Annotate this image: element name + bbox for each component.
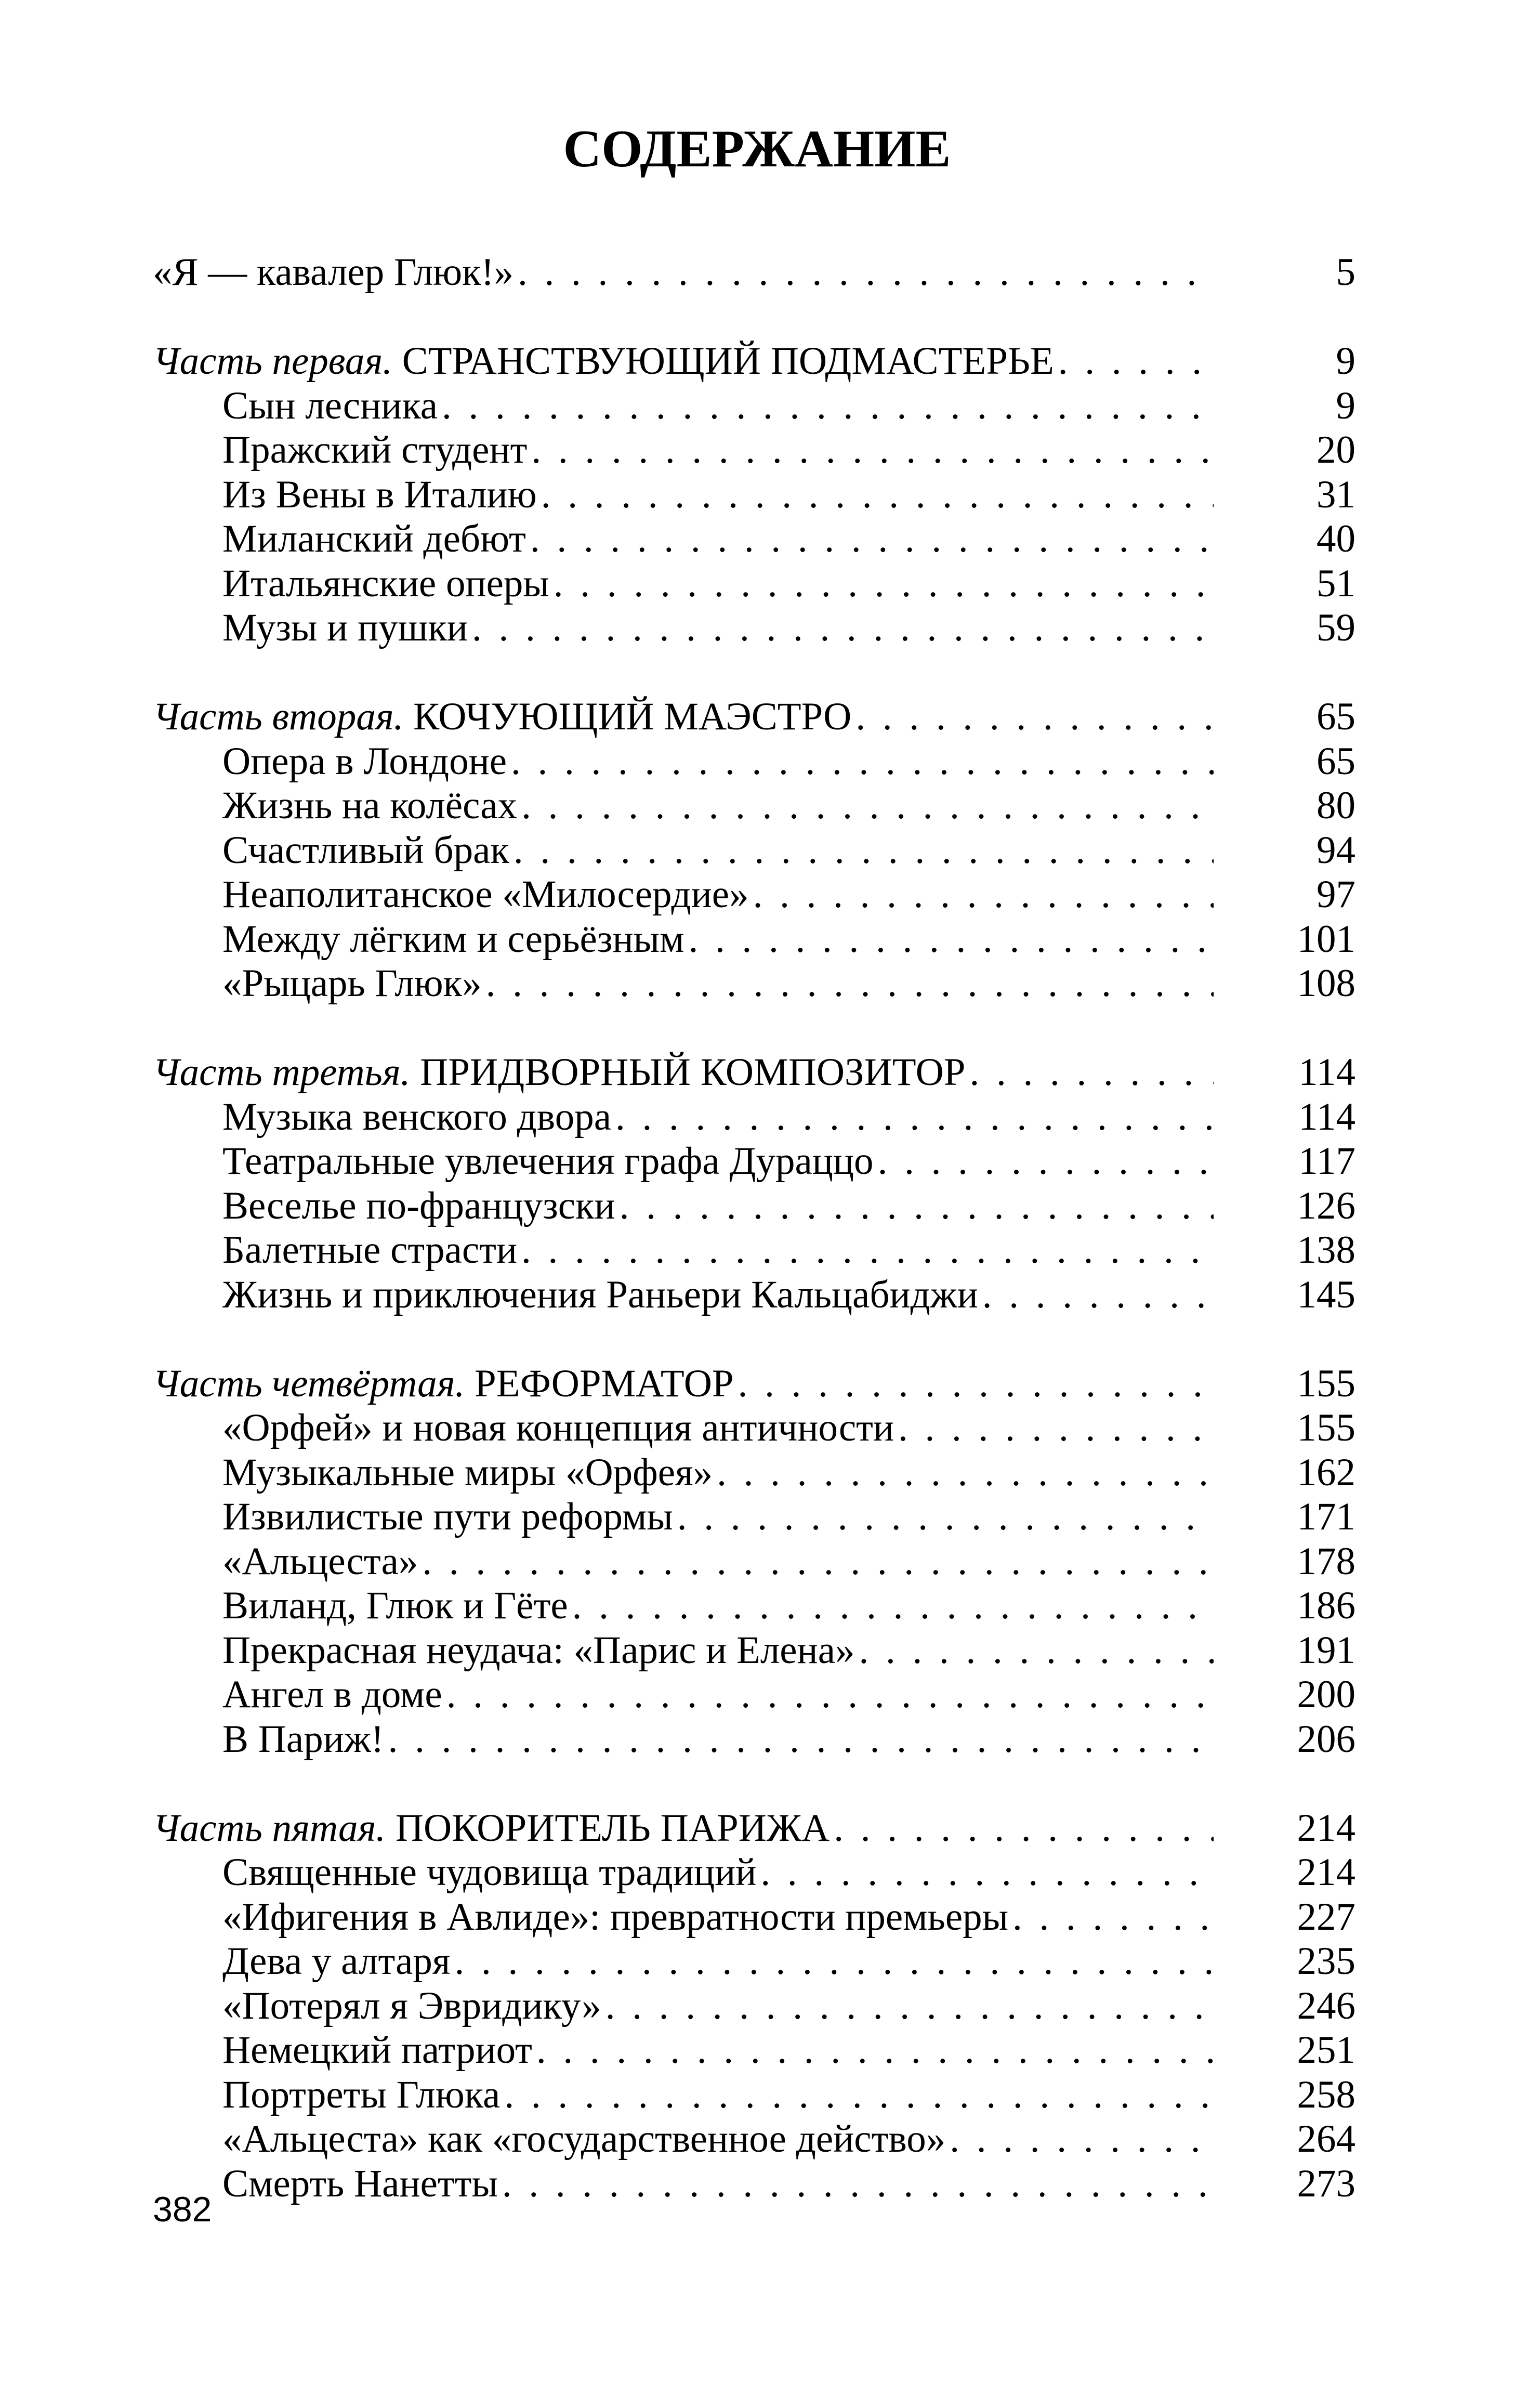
toc-part-entry <box>153 695 1355 739</box>
toc-entry-text: РЕФОРМАТОР <box>465 1362 734 1405</box>
toc-chapter-entry <box>222 606 1355 650</box>
toc-chapter-entry <box>222 1450 1355 1495</box>
toc-page-number: 114 <box>1298 1095 1355 1138</box>
toc-entry-title <box>222 2073 500 2117</box>
dot-leader <box>760 1850 1214 1895</box>
toc-entry-text: Балетные страсти <box>222 1228 518 1272</box>
toc-page-number: 251 <box>1297 2029 1355 2072</box>
dot-leader <box>620 1184 1214 1228</box>
toc-page-number: 264 <box>1297 2117 1355 2161</box>
toc-chapter-entry <box>222 1672 1355 1717</box>
toc-chapter-entry <box>222 1939 1355 1984</box>
toc-entry-title <box>153 339 1054 384</box>
toc-page-number: 235 <box>1297 1940 1355 1983</box>
toc-entry-title <box>222 872 749 917</box>
toc-entry-text: Опера в Лондоне <box>222 739 507 783</box>
toc-chapter-entry <box>222 1095 1355 1140</box>
dot-leader <box>677 1495 1214 1539</box>
toc-entry-text: Извилистые пути реформы <box>222 1495 673 1538</box>
toc-page-number: 65 <box>1316 695 1355 738</box>
toc-entry-title <box>222 606 468 650</box>
toc-part-label: Часть четвёртая. <box>153 1362 465 1405</box>
toc-chapter-entry <box>222 1628 1355 1673</box>
toc-entry-title <box>222 1984 601 2029</box>
toc-entry-text: «Я — кавалер Глюк!» <box>153 251 514 294</box>
toc-entry-title <box>222 1895 1008 1940</box>
toc-entry-text: «Альцеста» <box>222 1539 418 1583</box>
toc-page-number: 94 <box>1316 828 1355 872</box>
toc-entry-title <box>153 1362 734 1406</box>
dot-leader <box>536 2028 1214 2073</box>
toc-entry-title <box>222 2117 945 2162</box>
toc-entry-text: «Потерял я Эвридику» <box>222 1984 601 2027</box>
toc-entry-title <box>222 739 507 784</box>
dot-leader <box>422 1539 1214 1584</box>
toc-entry-text: Немецкий патриот <box>222 2029 532 2072</box>
toc-page-number: 273 <box>1297 2162 1355 2205</box>
toc-page-number: 97 <box>1316 873 1355 916</box>
toc-entry-title <box>222 2162 498 2206</box>
toc-chapter-entry <box>222 2162 1355 2206</box>
toc-entry-text: Священные чудовища традиций <box>222 1851 757 1894</box>
toc-chapter-entry <box>222 739 1355 784</box>
toc-entry-title <box>222 1539 418 1584</box>
dot-leader <box>541 473 1214 517</box>
dot-leader <box>531 428 1214 473</box>
toc-chapter-entry <box>222 1406 1355 1450</box>
toc-entry-text: Жизнь на колёсах <box>222 784 518 827</box>
dot-leader <box>446 1672 1214 1717</box>
toc-page-number: 178 <box>1297 1539 1355 1583</box>
toc-page-number: 108 <box>1297 962 1355 1005</box>
toc-entry-title <box>222 1273 978 1317</box>
toc-entry-text: «Альцеста» как «государственное действо» <box>222 2117 946 2161</box>
toc-part-label: Часть пятая. <box>153 1806 386 1850</box>
dot-leader <box>878 1139 1214 1184</box>
toc-page-number: 101 <box>1297 917 1355 961</box>
toc-entry-text: Счастливый брак <box>222 828 509 872</box>
toc-entry-title <box>222 517 526 561</box>
toc-entry-text: Смерть Нанетты <box>222 2162 498 2205</box>
toc-chapter-entry <box>222 783 1355 828</box>
toc-entry-text: «Орфей» и новая концепция античности <box>222 1406 894 1449</box>
toc-part-entry <box>153 250 1355 295</box>
dot-leader <box>472 606 1214 650</box>
toc-entry-title <box>222 961 482 1006</box>
toc-page-number: 117 <box>1298 1140 1355 1183</box>
toc-entry-title <box>222 428 527 473</box>
toc-chapter-entry <box>222 428 1355 473</box>
toc-chapter-entry <box>222 872 1355 917</box>
toc-chapter-entry <box>222 1273 1355 1317</box>
toc-chapter-entry <box>222 1184 1355 1228</box>
toc-page-number: 214 <box>1297 1851 1355 1894</box>
dot-leader <box>442 384 1214 428</box>
toc-chapter-entry <box>222 1583 1355 1628</box>
toc-entry-title <box>153 250 514 295</box>
dot-leader <box>504 2073 1214 2117</box>
toc-chapter-entry <box>222 828 1355 873</box>
toc-entry-title <box>222 561 549 606</box>
toc-page-number: 186 <box>1297 1584 1355 1627</box>
toc-chapter-entry <box>222 2028 1355 2073</box>
toc-entry-title <box>222 917 684 962</box>
toc-page-number: 59 <box>1316 606 1355 649</box>
toc-chapter-entry <box>222 1495 1355 1539</box>
toc-page-number: 20 <box>1316 428 1355 472</box>
toc-entry-text: Ангел в доме <box>222 1673 442 1716</box>
dot-leader <box>388 1717 1214 1762</box>
toc-entry-title <box>222 1717 384 1762</box>
toc-entry-text: В Париж! <box>222 1717 384 1761</box>
toc-entry-title <box>153 1050 965 1095</box>
toc-entry-text: Дева у алтаря <box>222 1940 451 1983</box>
dot-leader <box>859 1628 1214 1673</box>
toc-page-number: 155 <box>1297 1362 1355 1405</box>
toc-entry-text: «Рыцарь Глюк» <box>222 962 482 1005</box>
toc-entry-title <box>222 1628 854 1673</box>
toc-page-number: 9 <box>1336 339 1355 383</box>
toc-part-entry <box>153 339 1355 384</box>
toc-entry-text: Итальянские оперы <box>222 561 549 605</box>
toc-entry-text: Прекрасная неудача: «Парис и Елена» <box>222 1628 855 1672</box>
toc-page-number: 114 <box>1298 1051 1355 1094</box>
toc-entry-text: ПРИДВОРНЫЙ КОМПОЗИТОР <box>410 1051 966 1094</box>
toc-page-number: 145 <box>1297 1273 1355 1316</box>
dot-leader <box>486 961 1214 1006</box>
toc-entry-text: СТРАНСТВУЮЩИЙ ПОДМАСТЕРЬЕ <box>392 339 1054 383</box>
toc-chapter-entry <box>222 1984 1355 2029</box>
toc-part-entry <box>153 1806 1355 1851</box>
toc-chapter-entry <box>222 2073 1355 2117</box>
dot-leader <box>982 1273 1214 1317</box>
toc-chapter-entry <box>222 473 1355 517</box>
toc-page-number: 65 <box>1316 739 1355 783</box>
dot-leader <box>855 695 1214 739</box>
toc-chapter-entry <box>222 517 1355 561</box>
toc-entry-title <box>222 828 509 873</box>
toc-entry-title <box>222 1095 611 1140</box>
toc-page-number: 246 <box>1297 1984 1355 2027</box>
toc-page-number: 51 <box>1316 561 1355 605</box>
toc-entry-text: Миланский дебют <box>222 517 526 560</box>
toc-entry-title <box>153 1806 830 1851</box>
toc-chapter-entry <box>222 1539 1355 1584</box>
toc-entry-title <box>222 783 517 828</box>
toc-chapter-entry <box>222 2117 1355 2162</box>
toc-page-number: 206 <box>1297 1717 1355 1761</box>
toc-page-number: 162 <box>1297 1450 1355 1494</box>
toc-entry-title <box>222 1228 517 1273</box>
toc-part-label: Часть вторая. <box>153 695 404 738</box>
toc-page-number: 191 <box>1297 1628 1355 1672</box>
toc-page-number: 214 <box>1297 1806 1355 1850</box>
toc-chapter-entry <box>222 961 1355 1006</box>
toc-entry-text: Пражский студент <box>222 428 528 472</box>
dot-leader <box>554 561 1214 606</box>
toc-entry-title <box>222 1406 894 1450</box>
toc-entry-text: Сын лесника <box>222 384 438 427</box>
toc-entry-title <box>222 473 537 517</box>
dot-leader <box>454 1939 1214 1984</box>
toc-chapter-entry <box>222 1850 1355 1895</box>
dot-leader <box>969 1050 1214 1095</box>
toc-page-number: 258 <box>1297 2073 1355 2116</box>
dot-leader <box>518 250 1214 295</box>
toc-entry-title <box>222 1184 615 1228</box>
toc-entry-title <box>222 2028 532 2073</box>
toc-entry-text: Между лёгким и серьёзным <box>222 917 684 961</box>
dot-leader <box>572 1583 1214 1628</box>
toc-entry-text: Виланд, Глюк и Гёте <box>222 1584 568 1627</box>
toc-page-number: 126 <box>1297 1184 1355 1227</box>
dot-leader <box>898 1406 1214 1450</box>
dot-leader <box>738 1362 1214 1406</box>
toc-entry-text: «Ифигения в Авлиде»: превратности премьеры <box>222 1895 1009 1939</box>
toc-entry-text: Портреты Глюка <box>222 2073 501 2116</box>
toc-entry-title <box>222 1939 450 1984</box>
dot-leader <box>521 783 1214 828</box>
toc-entry-title <box>222 384 438 428</box>
toc-chapter-entry <box>222 1228 1355 1273</box>
dot-leader <box>1058 339 1214 384</box>
toc-chapter-entry <box>222 1717 1355 1762</box>
toc-entry-text: Из Вены в Италию <box>222 473 537 516</box>
toc-entry-title <box>222 1495 673 1539</box>
toc-part-entry <box>153 1050 1355 1095</box>
toc-entry-text: Жизнь и приключения Раньери Кальцабиджи <box>222 1273 978 1316</box>
toc-chapter-entry <box>222 1895 1355 1940</box>
toc-page-number: 31 <box>1316 473 1355 516</box>
toc-entry-text: Музы и пушки <box>222 606 468 649</box>
toc-chapter-entry <box>222 561 1355 606</box>
toc-chapter-entry <box>222 1139 1355 1184</box>
toc-entry-text: Неаполитанское «Милосердие» <box>222 873 749 916</box>
toc-page-number: 200 <box>1297 1673 1355 1716</box>
toc-page-number: 9 <box>1336 384 1355 427</box>
dot-leader <box>688 917 1214 962</box>
toc-page-number: 227 <box>1297 1895 1355 1939</box>
toc-page-number: 80 <box>1316 784 1355 827</box>
toc-entry-text: КОЧУЮЩИЙ МАЭСТРО <box>403 695 852 738</box>
toc-entry-text: Театральные увлечения графа Дураццо <box>222 1140 874 1183</box>
dot-leader <box>514 828 1214 873</box>
toc-chapter-entry <box>222 917 1355 962</box>
toc-entry-title <box>222 1672 442 1717</box>
toc-part-label: Часть третья. <box>153 1051 411 1094</box>
toc-entry-title <box>153 695 851 739</box>
dot-leader <box>605 1984 1214 2029</box>
dot-leader <box>834 1806 1214 1851</box>
dot-leader <box>717 1450 1214 1495</box>
dot-leader <box>753 872 1214 917</box>
toc-entry-title <box>222 1850 756 1895</box>
dot-leader <box>511 739 1214 784</box>
dot-leader <box>502 2162 1214 2206</box>
toc-entry-text: Музыкальные миры «Орфея» <box>222 1450 713 1494</box>
toc-entry-title <box>222 1450 713 1495</box>
page-number: 382 <box>153 2190 212 2229</box>
toc-entry-text: Веселье по-французски <box>222 1184 615 1227</box>
toc-entry-title <box>222 1139 874 1184</box>
toc-part-label: Часть первая. <box>153 339 392 383</box>
toc-part-entry <box>153 1362 1355 1406</box>
dot-leader <box>1012 1895 1214 1940</box>
toc-page-number: 40 <box>1316 517 1355 560</box>
dot-leader <box>530 517 1214 561</box>
toc-page-number: 138 <box>1297 1228 1355 1272</box>
toc-page-number: 171 <box>1297 1495 1355 1538</box>
page-title: СОДЕРЖАНИЕ <box>563 120 951 178</box>
toc-entry-text: Музыка венского двора <box>222 1095 611 1138</box>
dot-leader <box>615 1095 1214 1140</box>
toc-chapter-entry <box>222 384 1355 428</box>
dot-leader <box>950 2117 1214 2162</box>
toc-page-number: 5 <box>1336 251 1355 294</box>
toc-entry-title <box>222 1583 568 1628</box>
toc-entry-text: ПОКОРИТЕЛЬ ПАРИЖА <box>386 1806 830 1850</box>
dot-leader <box>521 1228 1214 1273</box>
toc-page-number: 155 <box>1297 1406 1355 1449</box>
